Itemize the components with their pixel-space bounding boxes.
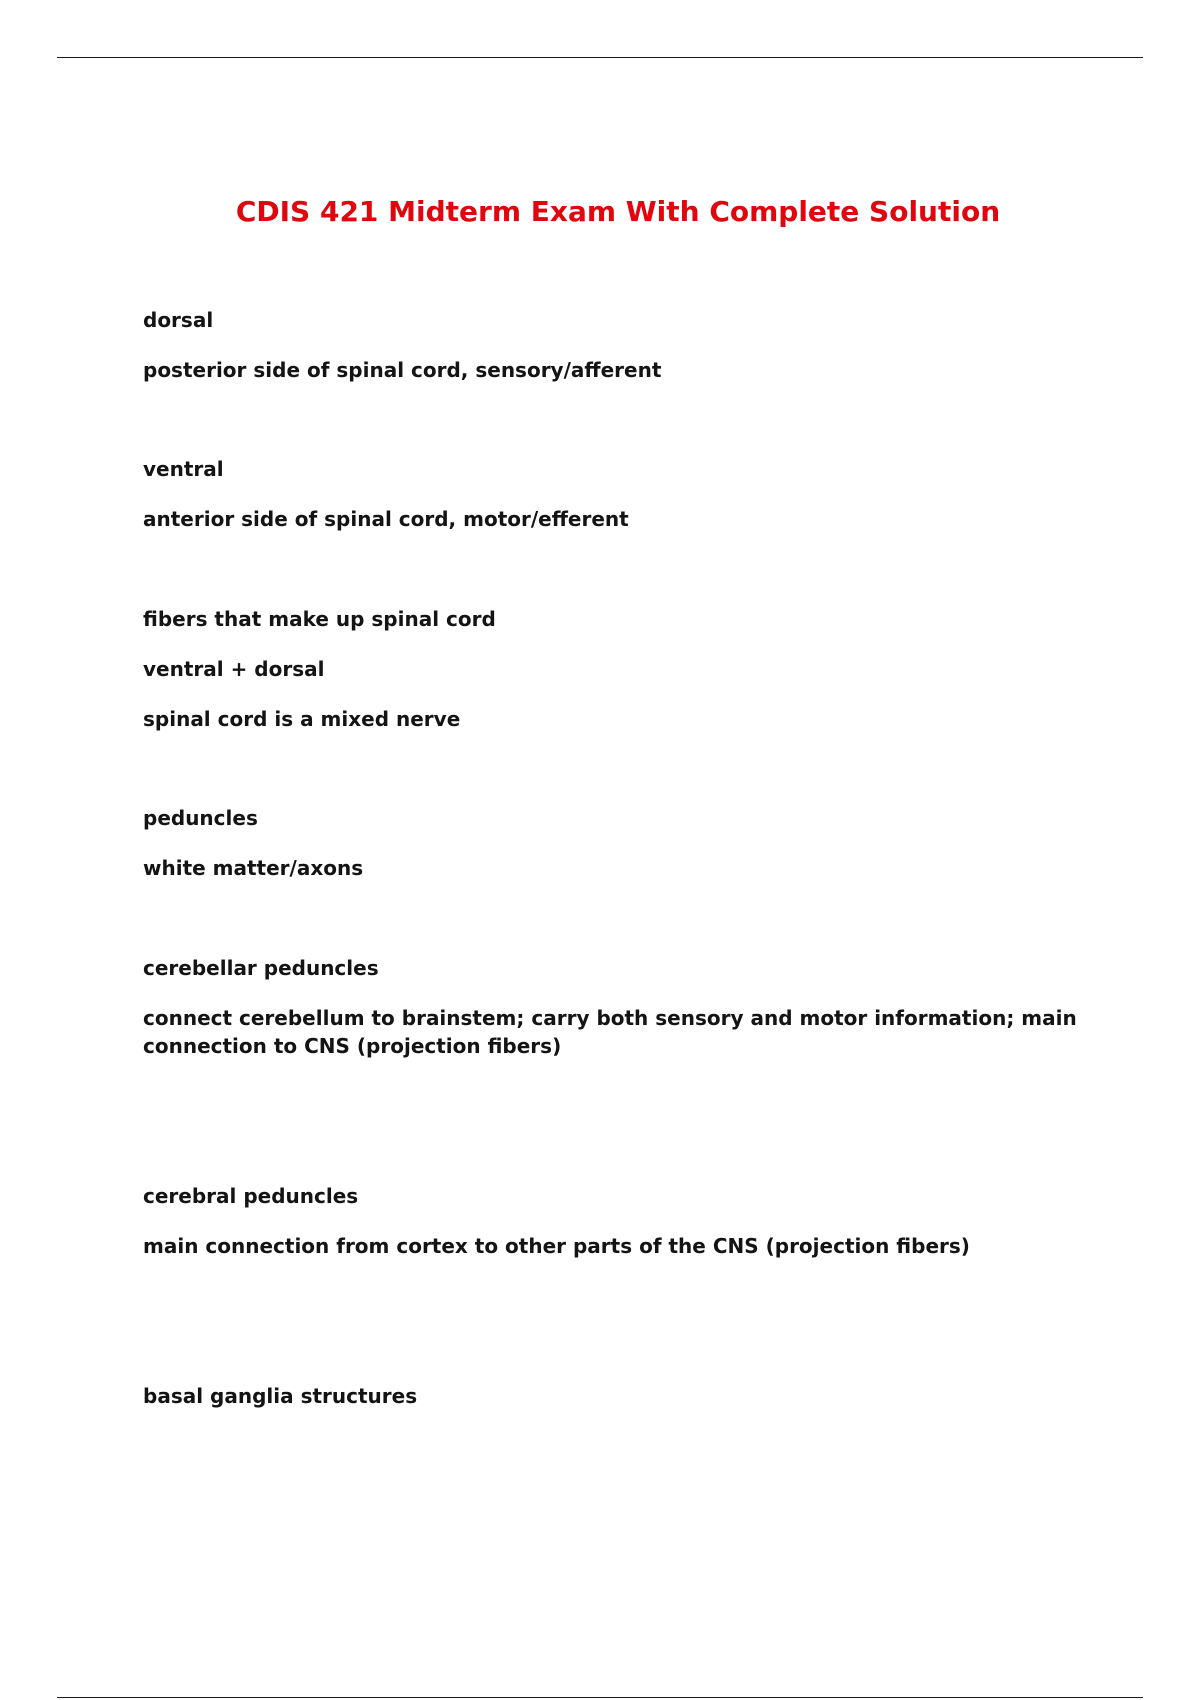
answer-spinal-cord-fibers-line-1: ventral + dorsal [143,657,325,681]
answer-peduncles: white matter/axons [143,856,364,880]
answer-dorsal: posterior side of spinal cord, sensory/afferent [143,358,662,382]
answer-spinal-cord-fibers-line-2: spinal cord is a mixed nerve [143,707,461,731]
term-basal-ganglia-structures: basal ganglia structures [143,1384,418,1408]
answer-cerebral-peduncles: main connection from cortex to other parts of the CNS (projection fibers) [143,1234,970,1258]
document-title: CDIS 421 Midterm Exam With Complete Solution [235,195,1001,228]
answer-cerebellar-peduncles-line-2: connection to CNS (projection fibers) [143,1034,562,1058]
term-cerebellar-peduncles: cerebellar peduncles [143,956,379,980]
term-cerebral-peduncles: cerebral peduncles [143,1184,359,1208]
term-spinal-cord-fibers: fibers that make up spinal cord [143,607,496,631]
answer-ventral: anterior side of spinal cord, motor/efferent [143,507,629,531]
term-ventral: ventral [143,457,224,481]
header-rule [57,57,1143,58]
footer-rule [57,1697,1143,1698]
answer-cerebellar-peduncles-line-1: connect cerebellum to brainstem; carry both sensory and motor information; main [143,1006,1077,1030]
term-dorsal: dorsal [143,308,214,332]
term-peduncles: peduncles [143,806,258,830]
